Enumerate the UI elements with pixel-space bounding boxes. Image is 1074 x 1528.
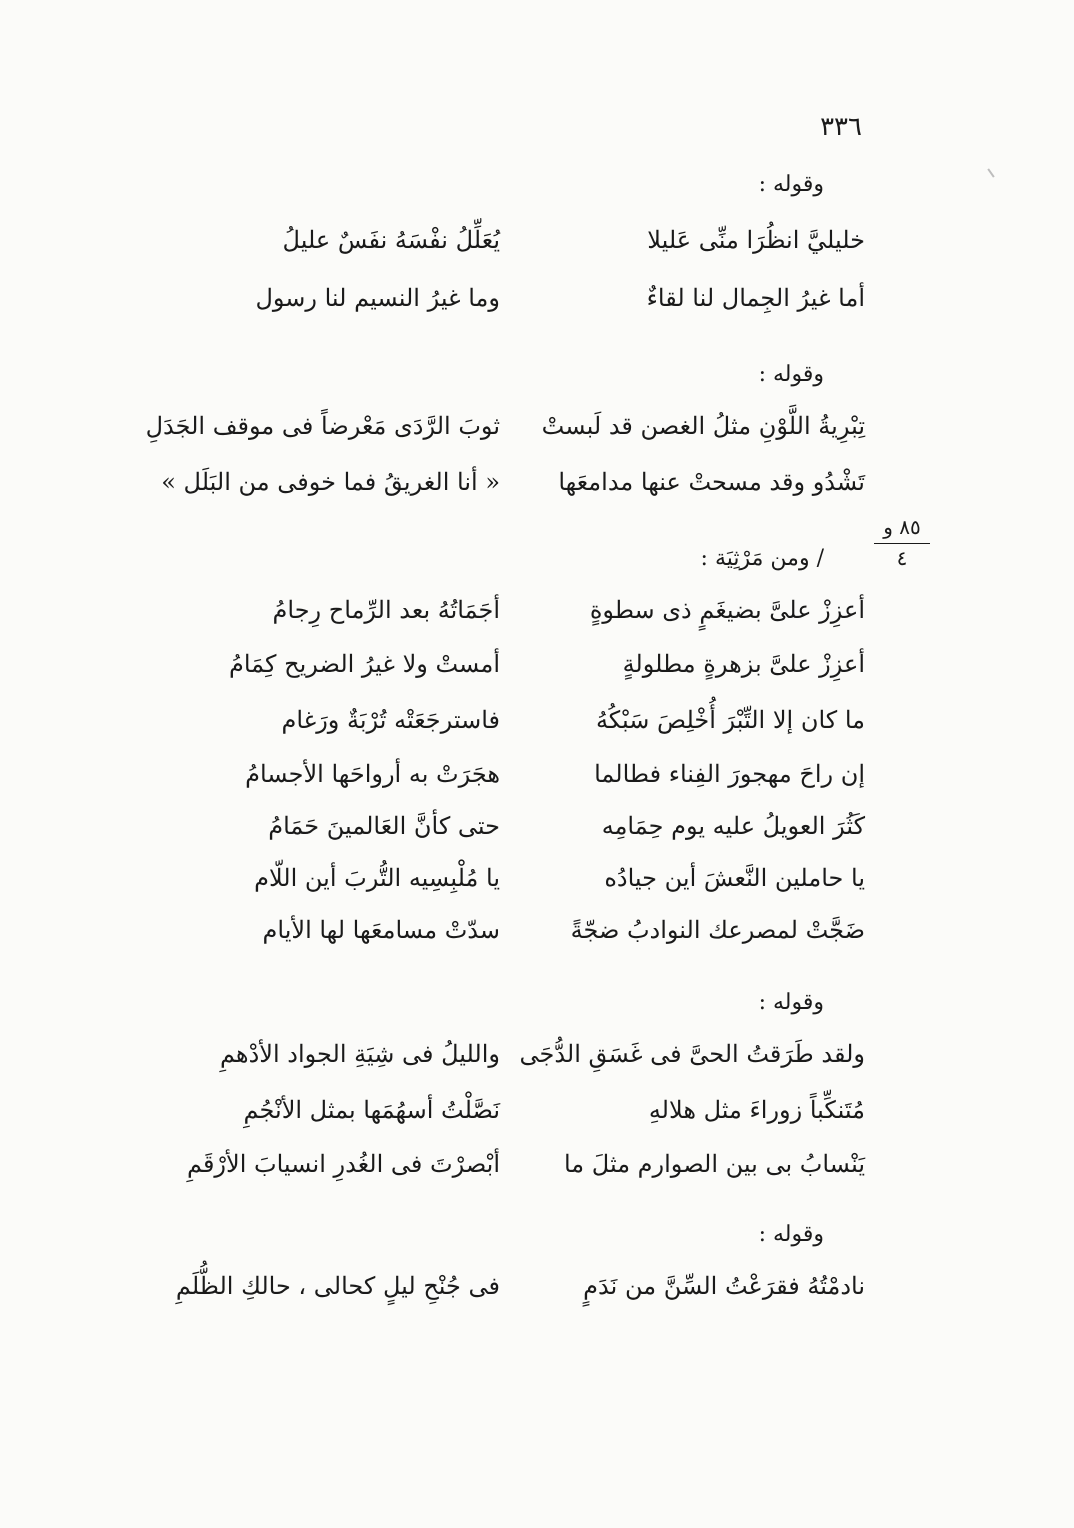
verse-second-hemistich: والليلُ فى شِيَةِ الجواد الأدْهمِ — [219, 1040, 500, 1068]
verse-line — [150, 706, 865, 746]
section-intro: / ومن مَرْثِيَة : — [700, 546, 824, 571]
margin-folio-rule — [874, 543, 930, 544]
verse-line — [150, 468, 865, 508]
verse-first-hemistich: يَنْسابُ بى بين الصوارم مثلَ ما — [563, 1150, 865, 1178]
verse-second-hemistich: « أنا الغريقُ فما خوفى من البَلَل » — [161, 468, 500, 496]
verse-second-hemistich: فى جُنْحِ ليلٍ كحالى ، حالكِ الظُّلَمِ — [175, 1272, 500, 1300]
verse-first-hemistich: تِبْرِيةُ اللَّوْنِ مثلُ الغصن قد لَبستْ — [541, 412, 865, 440]
verse-line — [150, 1096, 865, 1136]
verse-line — [150, 1040, 865, 1080]
margin-folio-sub: ٤ — [896, 546, 908, 570]
verse-second-hemistich: يُعَلِّلُ نفْسَهُ نفَسٌ عليلُ — [282, 226, 500, 254]
verse-first-hemistich: يا حاملين النَّعشَ أين جيادُه — [604, 864, 865, 892]
verse-first-hemistich: ولقد طَرَقتُ الحىَّ فى غَسَقِ الدُّجَى — [519, 1040, 865, 1068]
verse-line — [150, 916, 865, 956]
verse-second-hemistich: ثوبَ الرَّدَى مَعْرضاً فى موقف الجَدَلِ — [145, 412, 500, 440]
verse-second-hemistich: حتى كأنَّ العَالمينَ حَمَامُ — [268, 812, 500, 840]
verse-first-hemistich: نادمْتُهُ فقرَعْتُ السِّنَّ من نَدَمٍ — [583, 1272, 865, 1300]
verse-second-hemistich: أبْصرْتَ فى الغُدرِ انسيابَ الأرْقَمِ — [186, 1150, 500, 1178]
verse-second-hemistich: أمستْ ولا غيرُ الضريح كِمَامُ — [228, 650, 500, 678]
verse-line — [145, 412, 865, 452]
verse-second-hemistich: نَصَّلْتُ أسهُمَها بمثل الأنْجُمِ — [243, 1096, 500, 1124]
verse-line — [150, 596, 865, 636]
verse-line — [150, 1272, 865, 1312]
verse-first-hemistich: أعزِزْ علىَّ بضيغَمٍ ذى سطوةٍ — [589, 596, 865, 624]
verse-line — [150, 760, 865, 800]
verse-first-hemistich: كَثُرَ العويلُ عليه يوم حِمَامِه — [601, 812, 865, 840]
section-intro: وقوله : — [758, 172, 824, 197]
verse-second-hemistich: وما غيرُ النسيم لنا رسول — [255, 284, 500, 312]
section-intro: وقوله : — [758, 1222, 824, 1247]
section-intro: وقوله : — [758, 990, 824, 1015]
verse-second-hemistich: يا مُلْبِسِيه التُّربَ أين اللّام — [254, 864, 500, 892]
verse-line — [150, 812, 865, 852]
verse-first-hemistich: إن راحَ مهجورَ الفِناء فطالما — [594, 760, 865, 788]
verse-second-hemistich: هجَرَتْ به أرواحَها الأجسامُ — [245, 760, 500, 788]
verse-line — [150, 284, 865, 324]
margin-folio-note — [874, 515, 930, 570]
page-number: ٣٣٦ — [820, 112, 862, 142]
verse-first-hemistich: مُتَنكِّباً زوراءَ مثل هلالهِ — [648, 1096, 865, 1124]
verse-first-hemistich: خليليَّ انظُرَا منِّى عَليلا — [647, 226, 865, 254]
verse-second-hemistich: سدّتْ مسامعَها لها الأيام — [262, 916, 500, 944]
verse-line — [150, 226, 865, 266]
verse-second-hemistich: أجَمَاتُهُ بعد الرِّماح رِجامُ — [272, 596, 500, 624]
margin-folio-number: ٨٥ و — [883, 515, 921, 539]
verse-second-hemistich: فاسترجَعَتْه تُرْبَةٌ ورَغام — [281, 706, 500, 734]
scan-mark — [987, 168, 994, 177]
verse-first-hemistich: ما كان إلا التِّبْرَ أُخْلِصَ سَبْكُهُ — [595, 706, 865, 734]
verse-first-hemistich: تَشْدُو وقد مسحتْ عنها مدامعَها — [558, 468, 865, 496]
verse-line — [150, 1150, 865, 1190]
verse-first-hemistich: ضَجَّتْ لمصرعك النوادبُ ضجّةً — [570, 916, 865, 944]
section-intro: وقوله : — [758, 362, 824, 387]
verse-line — [150, 650, 865, 690]
verse-line — [150, 864, 865, 904]
verse-first-hemistich: أعزِزْ علىَّ بزهرةٍ مطلولةٍ — [622, 650, 865, 678]
verse-first-hemistich: أما غيرُ الجِمال لنا لقاءٌ — [646, 284, 865, 312]
